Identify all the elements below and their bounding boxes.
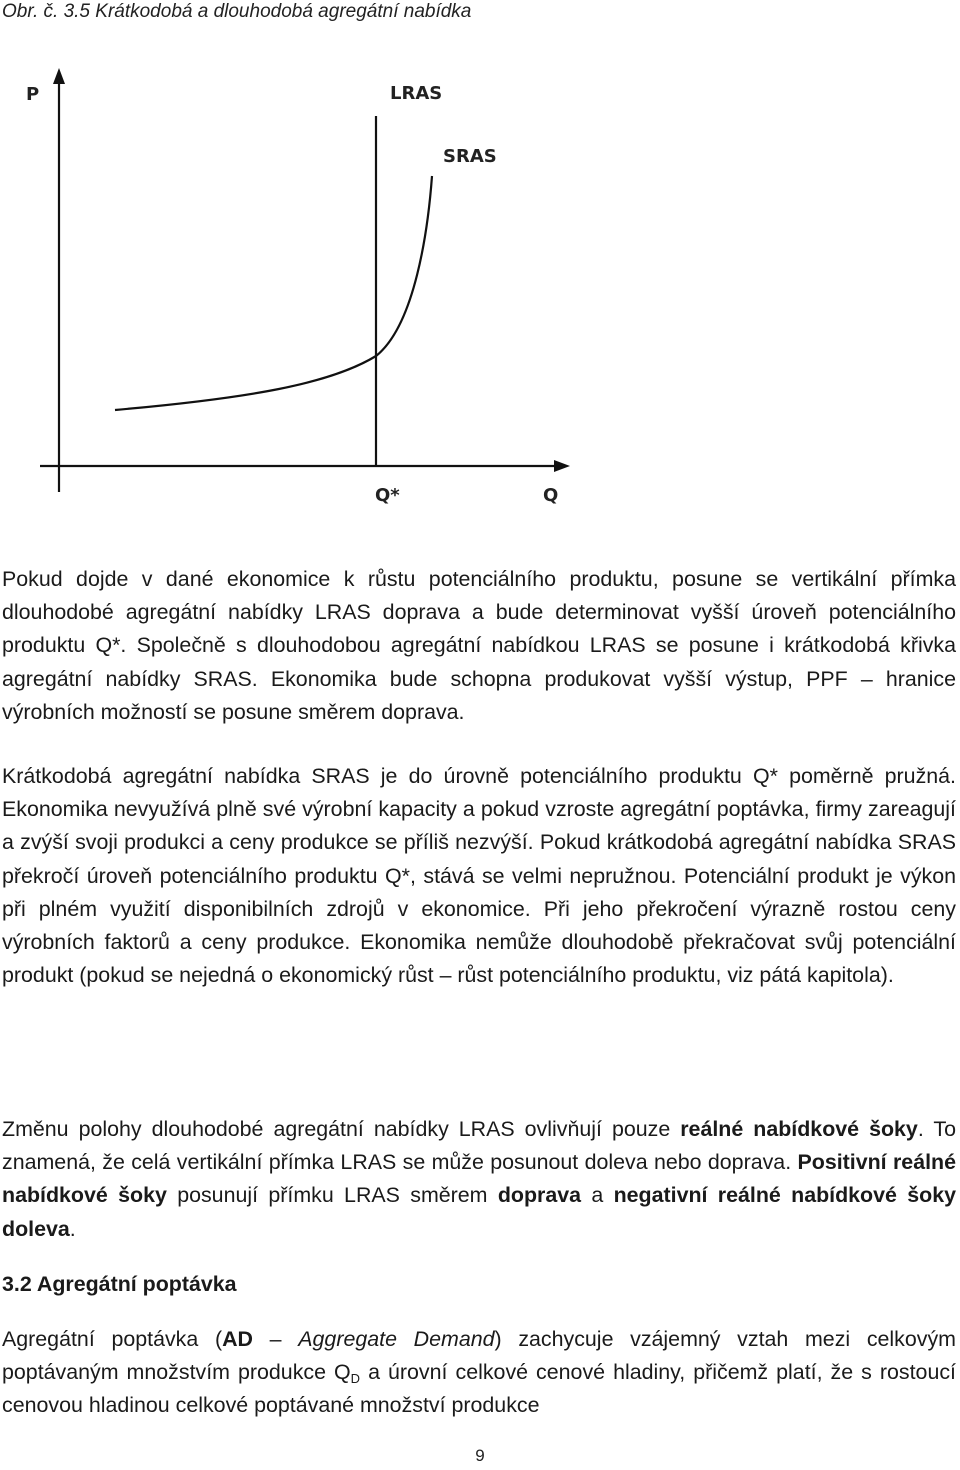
text-span: – [252,1327,299,1351]
text-span: a úrovní celkové cenové hladiny, přičemž platí, že s rostoucí cenovou hladinou celkové poptávané množství produkce [2,1360,956,1418]
text-span: Změnu polohy dlouhodobé agregátní nabídky LRAS ovlivňují pouze [2,1117,681,1141]
paragraph-supply-shocks [2,1113,956,1246]
p-axis-label: P [26,84,40,105]
figure-caption: Obr. č. 3.5 Krátkodobá a dlouhodobá agregátní nabídka [2,1,472,22]
text-span: ) zachycuje vzájemný vztah mezi celkovým poptávaným množstvím produkce Q [2,1327,956,1385]
q-axis-label: Q [543,485,559,506]
sras-curve [115,176,432,410]
q-axis-arrowhead [554,460,570,472]
bold-span: doprava [497,1183,582,1208]
page-number: 9 [475,1446,485,1465]
text-span: a [581,1183,614,1208]
paragraph-sras-elasticity: Krátkodobá agregátní nabídka SRAS je do úrovně potenciálního produktu Q* poměrně pružná. Ekonomika nevyužívá plně své výrobní kapacity a pokud vzroste agregátní poptávka, firmy zareagují a zvýší svoji produkci a ceny produkce se příliš nezvýší. Pokud krátkodobá agregátní nabídka SRAS překročí úroveň potenciálního produktu Q*, stává se velmi nepružnou. Potenciální produkt je výkon při plném využití disponibilních zdrojů v ekonomice. Při jeho překročení výrazně rostou ceny výrobních faktorů a ceny produkce. Ekonomika nemůže dlouhodobě překračovat svůj potenciální produkt (pokud se nejedná o ekonomický růst – růst potenciálního produktu, viz pátá kapitola). [2,764,956,988]
paragraph-lras-shift: Pokud dojde v dané ekonomice k růstu potenciálního produktu, posune se vertikální přímka dlouhodobé agregátní nabídky LRAS doprava a bude determinovat vyšší úroveň potenciálního produktu Q*. Společně s dlouhodobou agregátní nabídkou LRAS se posune i krátkodobá křivka agregátní nabídky SRAS. Ekonomika bude schopna produkovat vyšší výstup, PPF – hranice výrobních možností se posune směrem doprava. [2,567,956,724]
subscript-span: D [350,1371,361,1387]
qstar-label: Q* [375,485,400,506]
paragraph-aggregate-demand [2,1323,956,1423]
sras-label: SRAS [443,146,497,167]
italic-span: Aggregate Demand [298,1327,495,1351]
bold-span: AD [222,1327,253,1351]
bold-span: Positivní reálné nabídkové šoky [2,1150,956,1208]
text-span: posunují přímku LRAS směrem [166,1183,498,1208]
bold-span: negativní reálné nabídkové šoky doleva [2,1183,956,1241]
section-heading: 3.2 Agregátní poptávka [2,1272,237,1296]
text-span: . [69,1216,76,1241]
bold-span: reálné nabídkové šoky [680,1117,918,1141]
lras-label: LRAS [390,83,443,104]
aggregate-supply-diagram [0,0,960,520]
text-span: . To znamená, že celá vertikální přímka LRAS se může posunout doleva nebo doprava. [2,1117,956,1175]
p-axis-arrowhead [53,68,65,84]
text-span: Agregátní poptávka ( [2,1327,223,1351]
